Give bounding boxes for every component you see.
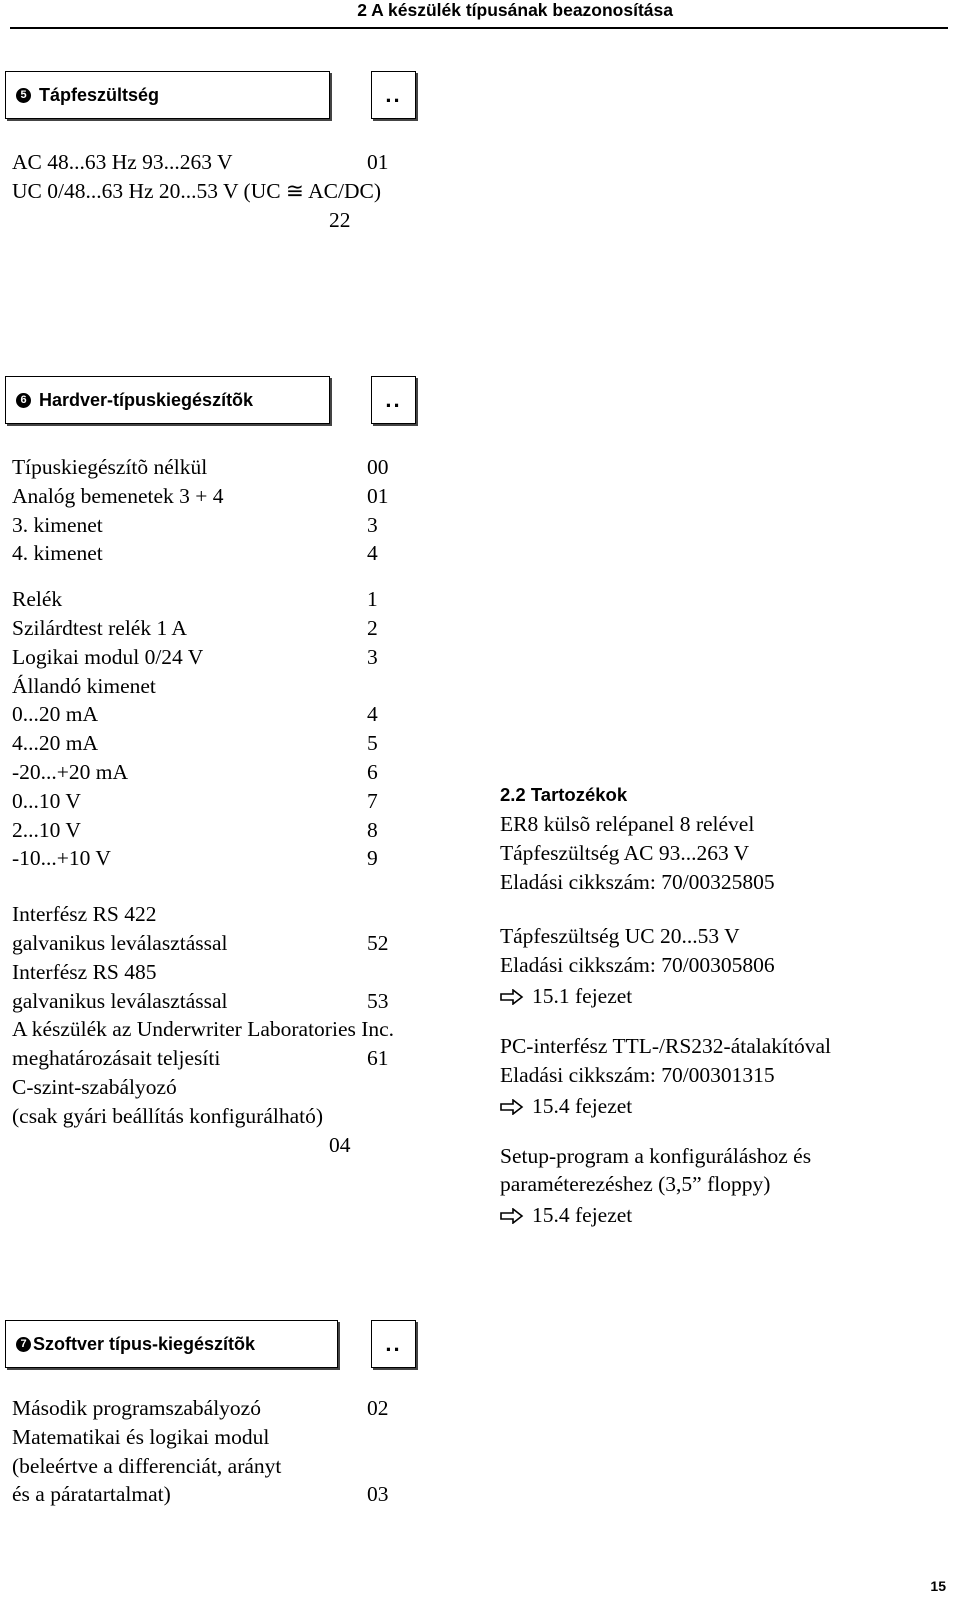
chapter-reference[interactable]	[500, 1090, 940, 1122]
table-row	[12, 1044, 407, 1073]
row-label: és a páratartalmat)	[12, 1482, 171, 1507]
row-label: galvanikus leválasztással	[12, 988, 228, 1013]
arrow-right-icon	[500, 1099, 524, 1115]
table-row	[12, 539, 407, 568]
table-row	[12, 1015, 407, 1044]
row-label: Interfész RS 485	[12, 959, 157, 984]
page-header	[0, 0, 947, 26]
section-number-badge: 7	[16, 1337, 31, 1352]
row-code: 53	[367, 988, 389, 1013]
table-row	[12, 758, 407, 787]
row-label: -10...+10 V	[12, 846, 111, 871]
table-row	[12, 453, 407, 482]
row-label: 2...10 V	[12, 817, 81, 842]
row-label: Szilárdtest relék 1 A	[12, 615, 187, 640]
table-row	[12, 929, 407, 958]
accessory-line: Setup-program a konfiguráláshoz és	[500, 1143, 812, 1168]
accessory-line: Tápfeszültség AC 93...263 V	[500, 840, 750, 865]
section-software-rows	[12, 1394, 407, 1509]
row-label: (csak gyári beállítás konfigurálható)	[12, 1103, 324, 1128]
row-label: Típuskiegészítõ nélkül	[12, 455, 208, 479]
table-row	[12, 672, 407, 701]
row-code: 7	[367, 788, 378, 813]
row-code: 3	[367, 512, 378, 537]
row-code: 01	[367, 483, 389, 508]
chapter-reference-label: 15.4 fejezet	[532, 1203, 633, 1228]
accessory-line: Eladási cikkszám: 70/00305806	[500, 953, 775, 978]
section-hardware-title-box	[5, 376, 330, 424]
row-code: 1	[367, 587, 378, 612]
chapter-reference[interactable]	[500, 980, 940, 1012]
chapter-reference-label: 15.1 fejezet	[532, 983, 633, 1008]
row-code: 6	[367, 759, 378, 784]
accessory-line: Eladási cikkszám: 70/00325805	[500, 869, 775, 894]
chapter-reference-label: 15.4 fejezet	[532, 1093, 633, 1118]
table-row	[12, 1423, 407, 1452]
section-power-title-box	[5, 71, 330, 119]
row-label: A készülék az Underwriter Laboratories Inc.	[12, 1017, 395, 1042]
section-hardware-rows	[12, 453, 407, 1159]
arrow-right-icon	[500, 1208, 524, 1224]
table-row	[12, 148, 407, 177]
table-row	[12, 614, 407, 643]
table-row	[12, 787, 407, 816]
row-code: 9	[367, 846, 378, 871]
table-row	[12, 482, 407, 511]
header-title: 2 A készülék típusának beazonosítása	[357, 0, 673, 20]
row-label: C-szint-szabályozó	[12, 1074, 177, 1099]
row-label: 4. kimenet	[12, 541, 103, 566]
row-label: UC 0/48...63 Hz 20...53 V (UC ≅ AC/DC)	[12, 178, 382, 203]
table-row	[12, 511, 407, 540]
row-code: 00	[367, 455, 389, 479]
row-label: AC 48...63 Hz 93...263 V	[12, 150, 233, 174]
row-label: Állandó kimenet	[12, 673, 156, 698]
row-code: 2	[367, 615, 378, 640]
row-label: Interfész RS 422	[12, 902, 157, 927]
section-number-badge: 6	[16, 393, 31, 408]
row-code: 4	[367, 702, 378, 727]
row-label: 0...10 V	[12, 788, 81, 813]
row-label: Matematikai és logikai modul	[12, 1424, 270, 1449]
table-row	[12, 1102, 407, 1131]
section-number-badge: 5	[16, 88, 31, 103]
chapter-reference[interactable]	[500, 1199, 940, 1231]
table-row	[12, 729, 407, 758]
row-label: (beleértve a differenciát, arányt	[12, 1453, 282, 1478]
header-rule	[10, 27, 948, 29]
table-row	[12, 585, 407, 614]
arrow-right-icon	[500, 989, 524, 1005]
row-code: 02	[367, 1396, 389, 1420]
table-row	[12, 816, 407, 845]
accessory-line: paraméterezéshez (3,5” floppy)	[500, 1172, 771, 1197]
table-row	[12, 177, 407, 206]
table-row	[12, 206, 407, 235]
row-label: galvanikus leválasztással	[12, 930, 228, 955]
row-label: 3. kimenet	[12, 512, 103, 537]
row-code: 52	[367, 930, 389, 955]
accessory-line: Tápfeszültség UC 20...53 V	[500, 924, 740, 949]
row-code: 22	[329, 207, 351, 232]
table-row	[12, 1452, 407, 1481]
section-software-title: Szoftver típus-kiegészítõk	[33, 1333, 256, 1354]
table-row	[12, 844, 407, 873]
table-row	[12, 700, 407, 729]
table-row	[12, 958, 407, 987]
section-hardware-code: ..	[385, 387, 402, 412]
accessories-panel	[500, 780, 940, 1231]
row-code: 4	[367, 541, 378, 566]
section-power-rows	[12, 148, 407, 234]
table-row	[12, 1480, 407, 1509]
section-hardware-code-box	[371, 376, 416, 424]
section-hardware-title: Hardver-típuskiegészítõk	[39, 389, 254, 410]
accessory-line: Eladási cikkszám: 70/00301315	[500, 1062, 775, 1087]
row-label: 0...20 mA	[12, 702, 98, 727]
table-row	[12, 643, 407, 672]
row-code: 61	[367, 1046, 389, 1071]
section-software-title-box	[5, 1320, 338, 1368]
row-label: Második programszabályozó	[12, 1396, 261, 1420]
row-code: 03	[367, 1482, 389, 1507]
row-label: 4...20 mA	[12, 731, 98, 756]
table-row	[12, 1131, 407, 1160]
row-code: 3	[367, 644, 378, 669]
section-power-code: ..	[385, 82, 402, 107]
row-code: 5	[367, 731, 378, 756]
section-software-code-box	[371, 1320, 416, 1368]
section-power-code-box	[371, 71, 416, 119]
row-code: 01	[367, 150, 389, 174]
table-row	[12, 1394, 407, 1423]
section-power-title: Tápfeszültség	[39, 84, 160, 105]
row-label: Relék	[12, 587, 63, 612]
accessory-line: PC-interfész TTL-/RS232-átalakítóval	[500, 1033, 831, 1058]
accessories-title: 2.2 Tartozékok	[500, 784, 628, 805]
row-label: meghatározásait teljesíti	[12, 1046, 221, 1071]
row-label: Logikai modul 0/24 V	[12, 644, 204, 669]
table-row	[12, 900, 407, 929]
accessory-line: ER8 külsõ relépanel 8 relével	[500, 812, 755, 836]
row-code: 8	[367, 817, 378, 842]
section-software-code: ..	[385, 1331, 402, 1356]
page-number: 15	[930, 1578, 946, 1594]
row-label: -20...+20 mA	[12, 759, 129, 784]
row-code: 04	[329, 1132, 351, 1157]
table-row	[12, 987, 407, 1016]
row-label: Analóg bemenetek 3 + 4	[12, 483, 224, 508]
table-row	[12, 1073, 407, 1102]
